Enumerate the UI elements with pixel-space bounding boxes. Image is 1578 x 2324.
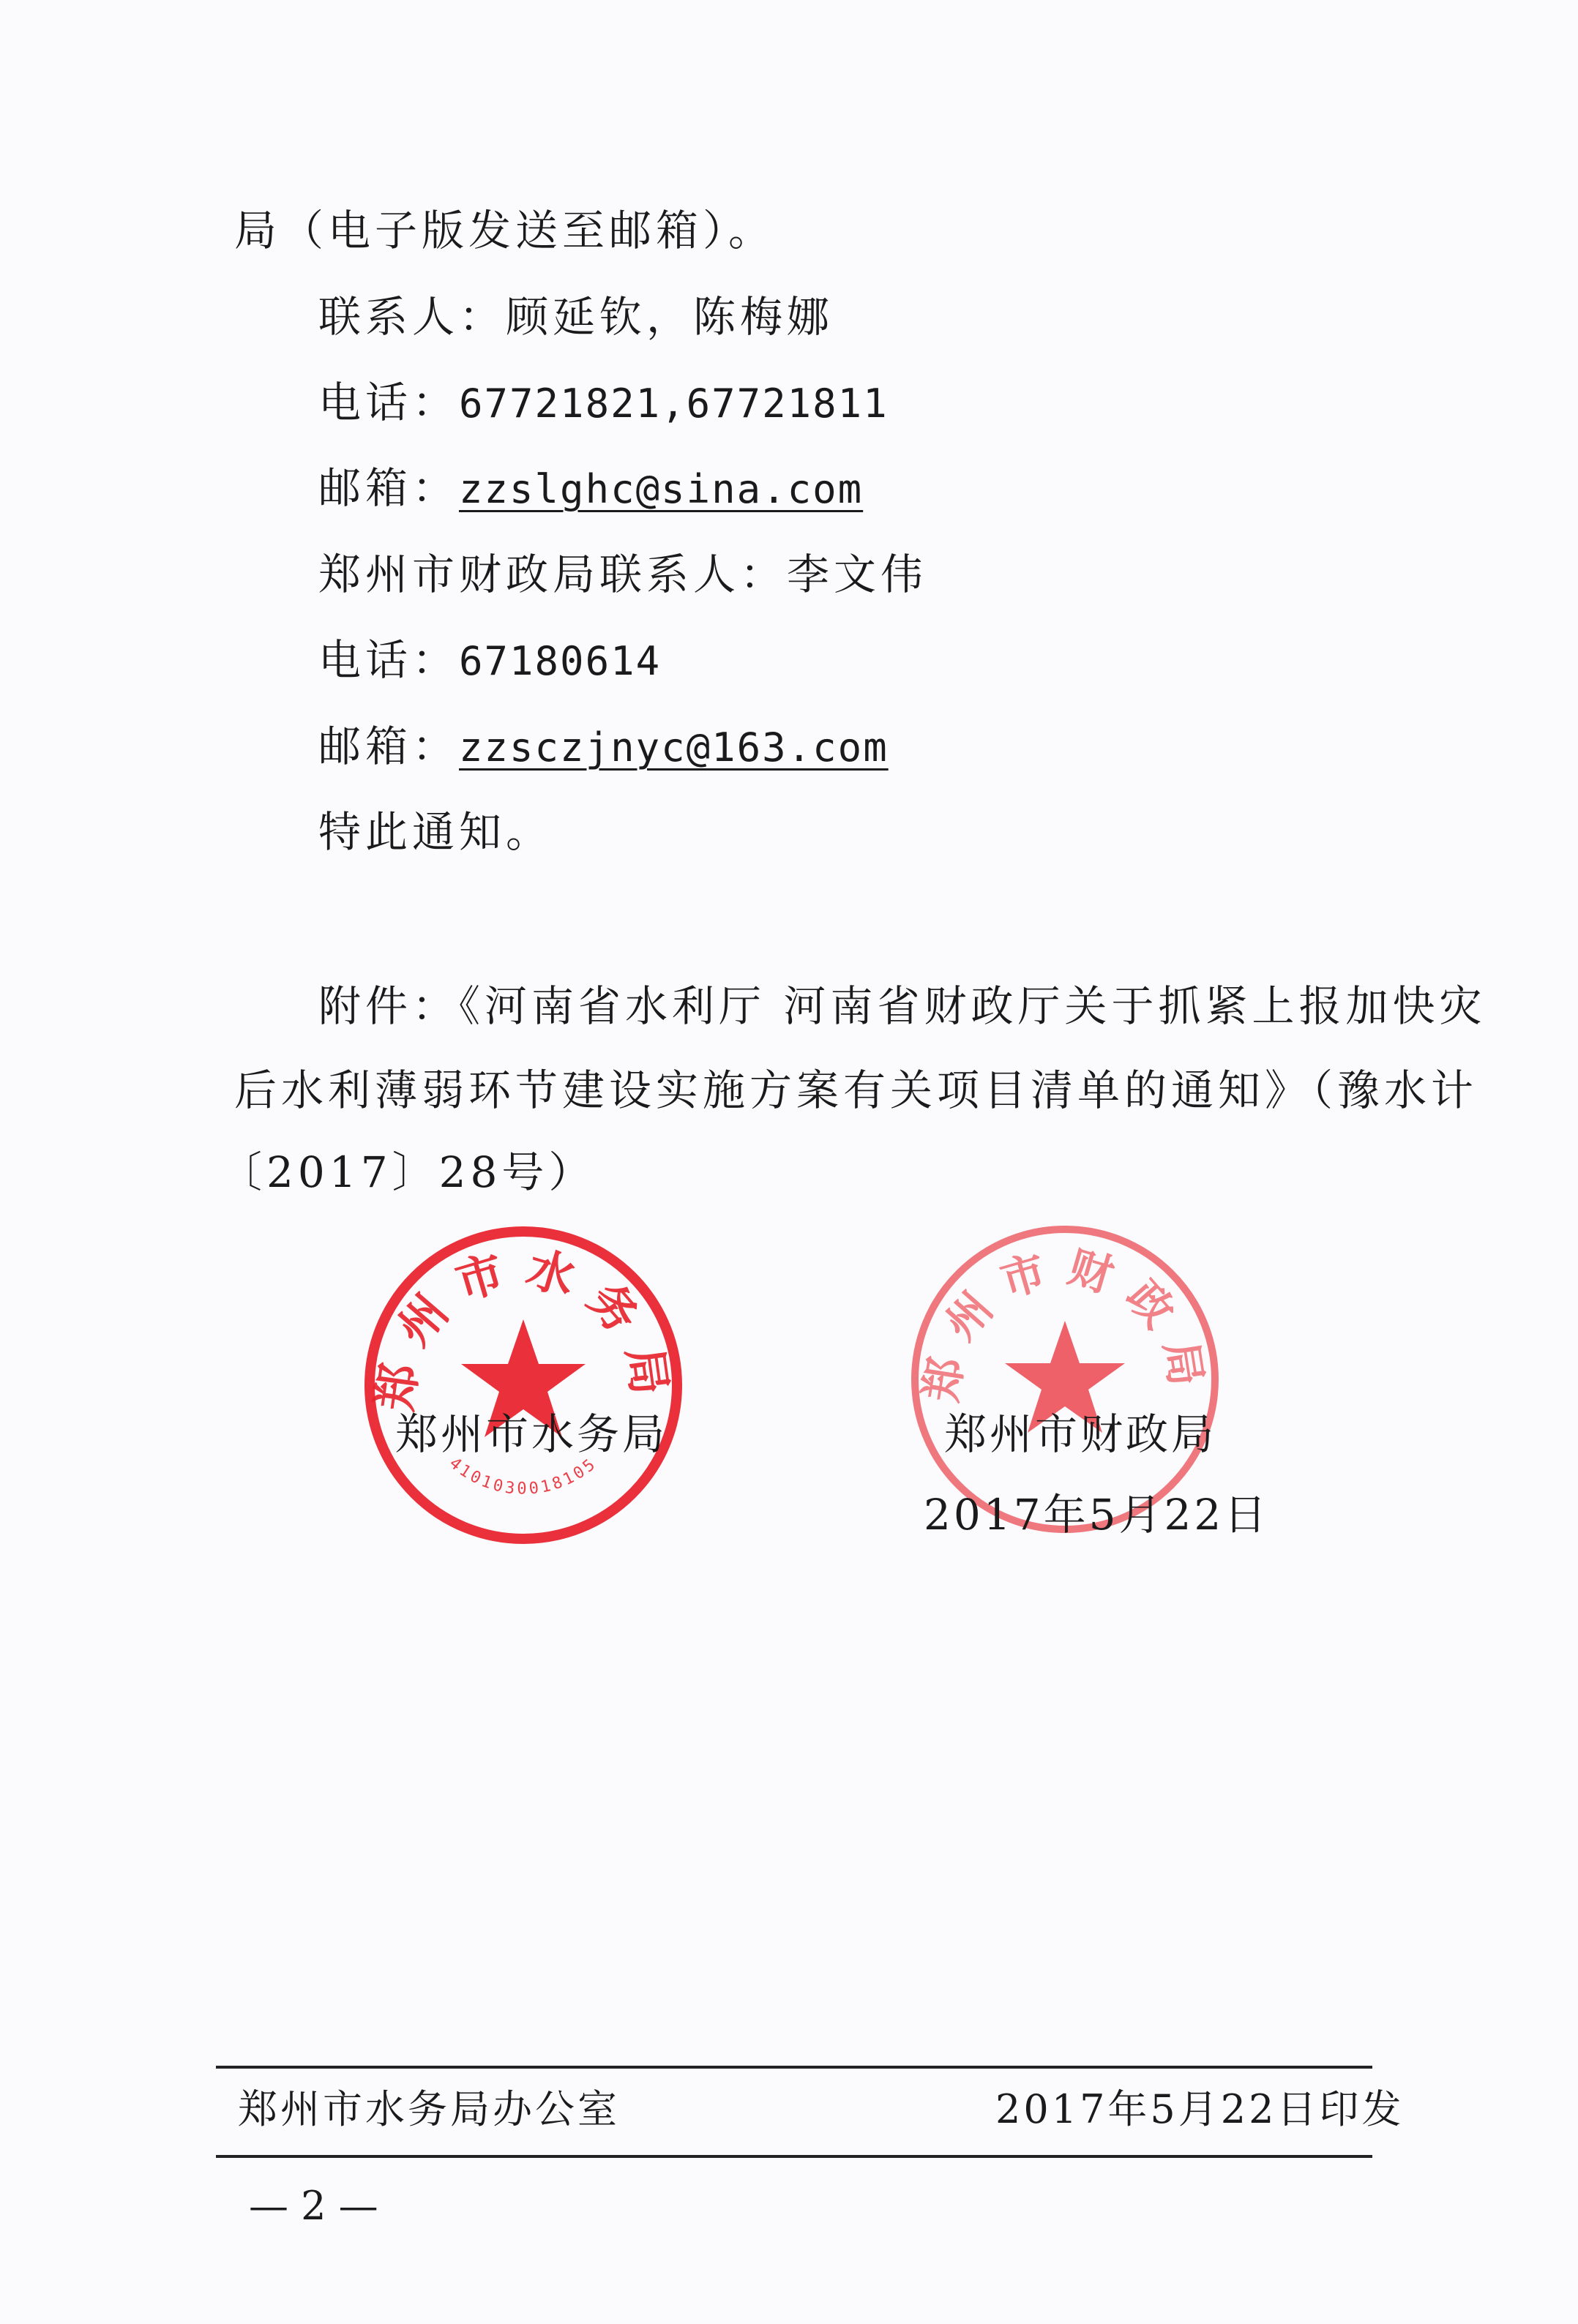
contact-name: 李文伟 — [787, 550, 928, 599]
signature-water-bureau: 郑州市水务局 — [395, 1409, 668, 1459]
email-label: 邮箱： — [318, 721, 460, 771]
phone-value: 67180614 — [459, 638, 662, 684]
footer-top-rule — [216, 2066, 1372, 2069]
contact-label: 联系人： — [318, 292, 506, 342]
phone-row-1 — [318, 373, 889, 433]
closing-line: 特此通知。 — [318, 807, 553, 857]
attachment-line-1: 附件：《河南省水利厅 河南省财政厅关于抓紧上报加快灾 — [318, 981, 1487, 1031]
attachment-line-3: 〔2017〕28号） — [220, 1147, 596, 1197]
contact-row-1 — [318, 288, 834, 346]
email-row-2 — [318, 717, 889, 777]
body-line-continuation: 局（电子版发送至邮箱）。 — [234, 206, 776, 255]
contact-label: 郑州市财政局联系人： — [318, 550, 788, 599]
seal-code: 4101030018105 — [445, 1454, 602, 1499]
attachment-line-2: 后水利薄弱环节建设实施方案有关项目清单的通知》（豫水计 — [234, 1065, 1478, 1115]
email-link[interactable]: zzsczjnyc@163.com — [459, 724, 889, 771]
signature-date: 2017年5月22日 — [924, 1490, 1270, 1540]
signature-finance-bureau: 郑州市财政局 — [944, 1409, 1217, 1459]
seal-text: 郑州市财政局 — [916, 1241, 1214, 1406]
contact-names: 顾延钦，陈梅娜 — [506, 292, 834, 342]
phone-label: 电话： — [318, 635, 460, 685]
email-label: 邮箱： — [318, 463, 460, 513]
email-row-1 — [318, 459, 863, 519]
page-number: — 2 — — [249, 2183, 378, 2229]
contact-row-2 — [318, 545, 927, 604]
seal-text: 郑州市水务局 — [368, 1241, 678, 1414]
footer-issuer: 郑州市水务局办公室 — [238, 2086, 620, 2132]
phone-row-2 — [318, 631, 661, 691]
phone-value: 67721821,67721811 — [459, 381, 889, 427]
footer-bottom-rule — [216, 2155, 1372, 2158]
email-link[interactable]: zzslghc@sina.com — [459, 466, 864, 512]
footer-issue-date: 2017年5月22日印发 — [995, 2086, 1405, 2132]
phone-label: 电话： — [318, 378, 460, 427]
water-bureau-seal — [359, 1221, 688, 1550]
